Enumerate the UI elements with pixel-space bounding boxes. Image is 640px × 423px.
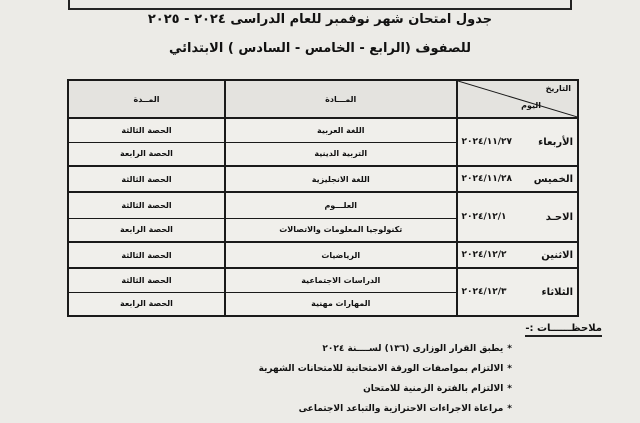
- bullet-icon: *: [507, 364, 512, 374]
- bullet-icon: *: [507, 384, 512, 394]
- subject: التربية الدينية: [226, 142, 456, 165]
- subject: اللغة الانجليزية: [311, 174, 370, 184]
- day-label: الأربعاء: [538, 136, 573, 148]
- note-text: يطبق القرار الوزارى (١٣٦) لســــنة ٢٠٢٤: [322, 344, 504, 354]
- header-date-label: التاريخ: [545, 84, 571, 93]
- duration: الحصة الرابعة: [69, 142, 224, 165]
- table-row: [68, 192, 578, 242]
- table-header-row: [68, 80, 578, 118]
- note-item: [363, 384, 512, 394]
- date-label: ٢٠٢٤/١١/٢٧: [461, 137, 513, 147]
- date-label: ٢٠٢٤/١٢/٣: [461, 287, 507, 297]
- subject: الرياضيات: [321, 250, 361, 260]
- subject-cell: [225, 192, 457, 242]
- date-label: ٢٠٢٤/١٢/٢: [461, 250, 507, 260]
- day-label: الثلاثاء: [541, 286, 573, 298]
- note-text: الالتزام بمواصفات الورقة الامتحانية للامتحانات الشهرية: [258, 364, 504, 374]
- table-row: [68, 242, 578, 268]
- duration-cell: [68, 166, 225, 192]
- date-label: ٢٠٢٤/١١/٢٨: [461, 174, 513, 184]
- duration: الحصة الثالثة: [121, 250, 172, 260]
- duration: الحصة الثالثة: [121, 126, 172, 135]
- note-text: الالتزام بالفترة الزمنية للامتحان: [363, 384, 504, 394]
- day-date-cell: [457, 166, 578, 192]
- day-label: الاثنين: [541, 249, 573, 261]
- duration: الحصة الثالثة: [121, 201, 172, 210]
- duration: الحصة الرابعة: [69, 292, 224, 315]
- exam-schedule-table: [67, 79, 579, 317]
- table-row: [68, 118, 578, 166]
- page-title: جدول امتحان شهر نوفمبر للعام الدراسى ٢٠٢٤ - ٢٠٢٥: [147, 12, 493, 27]
- day-date-cell: [457, 242, 578, 268]
- day-label: الاحـد: [545, 211, 573, 223]
- subject-cell: [225, 166, 457, 192]
- note-item: [259, 364, 512, 374]
- note-item: [322, 344, 512, 354]
- duration-cell: [68, 192, 225, 242]
- date-label: ٢٠٢٤/١٢/١: [461, 212, 507, 222]
- top-frame: [68, 0, 572, 10]
- subject-cell: [225, 268, 457, 316]
- notes-title: ملاحظــــــات :-: [525, 323, 602, 337]
- subject: المهارات مهنية: [226, 292, 456, 315]
- subject-cell: [225, 118, 457, 166]
- subject: العلـــوم: [324, 201, 358, 210]
- bullet-icon: *: [507, 344, 512, 354]
- duration: الحصة الرابعة: [69, 218, 224, 241]
- header-duration: المــدة: [68, 80, 225, 118]
- table-row: [68, 268, 578, 316]
- duration-cell: [68, 268, 225, 316]
- bullet-icon: *: [507, 404, 512, 414]
- subject: الدراسات الاجتماعية: [301, 276, 381, 285]
- day-label: الخميس: [533, 173, 573, 185]
- duration-cell: [68, 118, 225, 166]
- page-subtitle: للصفوف (الرابع - الخامس - السادس ) الابتدائي: [169, 41, 471, 56]
- subject: تكنولوجيا المعلومات والاتصالات: [226, 218, 456, 241]
- day-date-cell: [457, 268, 578, 316]
- subject-cell: [225, 242, 457, 268]
- header-day-label: اليوم: [521, 101, 541, 110]
- subject: اللغة العربية: [316, 126, 365, 135]
- header-subject: المـــادة: [225, 80, 457, 118]
- table-row: [68, 166, 578, 192]
- note-item: [299, 404, 512, 414]
- duration: الحصة الثالثة: [121, 174, 172, 184]
- duration: الحصة الثالثة: [121, 276, 172, 285]
- day-date-cell: [457, 118, 578, 166]
- note-text: مراعاة الاجراءات الاحترازية والتباعد الاجتماعى: [298, 404, 504, 414]
- duration-cell: [68, 242, 225, 268]
- day-date-cell: [457, 192, 578, 242]
- header-date-day: [457, 80, 578, 118]
